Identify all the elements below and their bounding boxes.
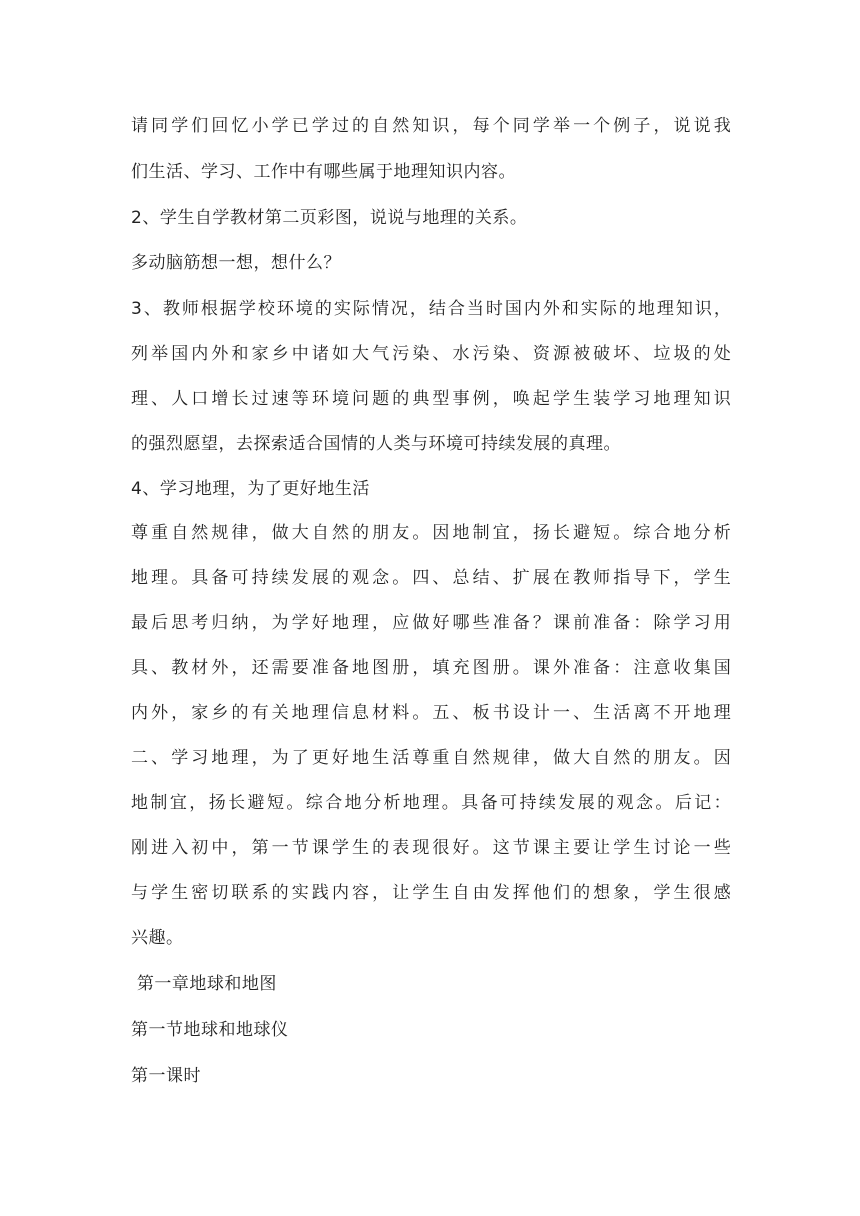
paragraph-line: 具 、 教 材 外 ， 还 需 要 准 备 地 图 册 ， 填 充 图 册 。 课 外 准 备 ： 注 意 收 集 国 [131,658,731,678]
paragraph-line: 二 、 学 习 地 理 ， 为 了 更 好 地 生 活 尊 重 自 然 规 律 ， 做 大 自 然 的 朋 友 。 因 [131,748,731,768]
paragraph-line: 尊 重 自 然 规 律 ， 做 大 自 然 的 朋 友 。 因 地 制 宜 ， 扬 长 避 短 。 综 合 地 分 析 [131,523,731,543]
paragraph-line: 刚 进 入 初 中 ， 第 一 节 课 学 生 的 表 现 很 好 。 这 节 课 主 要 让 学 生 讨 论 一 些 [131,838,731,858]
paragraph-line: 请 同 学 们 回 忆 小 学 已 学 过 的 自 然 知 识 ， 每 个 同 学 举 一 个 例 子 ， 说 说 我 [131,116,731,136]
paragraph-line: 列 举 国 内 外 和 家 乡 中 诸 如 大 气 污 染 、 水 污 染 、 资 源 被 破 坏 、 垃 圾 的 处 [131,344,731,364]
lesson-heading: 第一课时 [131,1066,201,1086]
paragraph-line: 与 学 生 密 切 联 系 的 实 践 内 容 ， 让 学 生 自 由 发 挥 他 们 的 想 象 ， 学 生 很 感 [131,883,731,903]
paragraph-line: 们生活、学习、工作中有哪些属于地理知识内容。 [131,162,516,182]
paragraph-line: 地 理 。 具 备 可 持 续 发 展 的 观 念 。 四 、 总 结 、 扩 展 在 教 师 指 导 下 ， 学 生 [131,568,731,588]
paragraph-line: 理 、 人 口 增 长 过 速 等 环 境 问 题 的 典 型 事 例 ， 唤 起 学 生 装 学 习 地 理 知 识 [131,389,731,409]
paragraph-line: 的强烈愿望，去探索适合国情的人类与环境可持续发展的真理。 [131,434,621,454]
paragraph-line: 4、学习地理，为了更好地生活 [131,479,370,499]
paragraph-line: 2、学生自学教材第二页彩图，说说与地理的关系。 [131,208,528,228]
chapter-heading: 第一章地球和地图 [131,974,277,994]
section-heading: 第一节地球和地球仪 [131,1020,289,1040]
paragraph-line: 最 后 思 考 归 纳 ， 为 学 好 地 理 ， 应 做 好 哪 些 准 备 ？ 课 前 准 备 ： 除 学 习 用 [131,613,731,633]
paragraph-line: 3 、 教 师 根 据 学 校 环 境 的 实 际 情 况 ， 结 合 当 时 国 内 外 和 实 际 的 地 理 知 识 ， [131,299,731,319]
paragraph-line: 多动脑筋想一想，想什么？ [131,253,341,273]
paragraph-line: 兴趣。 [131,928,184,948]
paragraph-line: 内 外 ， 家 乡 的 有 关 地 理 信 息 材 料 。 五 、 板 书 设 计 一 、 生 活 离 不 开 地 理 [131,703,731,723]
paragraph-line: 地 制 宜 ， 扬 长 避 短 。 综 合 地 分 析 地 理 。 具 备 可 持 续 发 展 的 观 念 。 后 记 ： [131,793,731,813]
